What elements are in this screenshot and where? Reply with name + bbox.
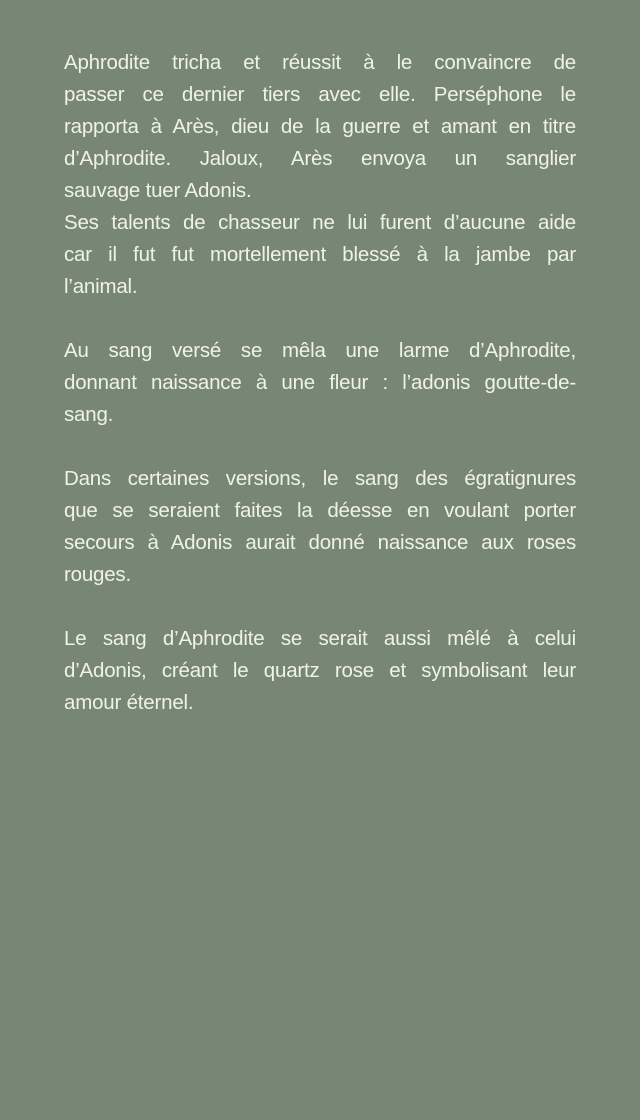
paragraph <box>64 335 576 431</box>
paragraph <box>64 623 576 719</box>
text-line: Le sang d’Aphrodite se serait aussi mêlé à celui <box>64 627 576 650</box>
story-text <box>64 47 576 719</box>
text-line: l’animal. <box>64 275 138 298</box>
text-line: Aphrodite tricha et réussit à le convaincre de <box>64 51 576 74</box>
text-line: d’Adonis, créant le quartz rose et symbolisant leur <box>64 659 576 682</box>
text-line: Au sang versé se mêla une larme d’Aphrodite, <box>64 339 576 362</box>
text-line: amour éternel. <box>64 691 194 714</box>
text-line: Ses talents de chasseur ne lui furent d’aucune aide <box>64 211 576 234</box>
paragraph <box>64 207 576 303</box>
text-line: rouges. <box>64 563 131 586</box>
text-line: que se seraient faites la déesse en voulant porter <box>64 499 576 522</box>
text-line: secours à Adonis aurait donné naissance aux roses <box>64 531 576 554</box>
text-line: sauvage tuer Adonis. <box>64 179 252 202</box>
text-line: passer ce dernier tiers avec elle. Perséphone le <box>64 83 576 106</box>
text-line: d’Aphrodite. Jaloux, Arès envoya un sanglier <box>64 147 576 170</box>
paragraph <box>64 463 576 591</box>
paragraph <box>64 47 576 207</box>
text-line: sang. <box>64 403 114 426</box>
text-line: donnant naissance à une fleur : l’adonis goutte-de- <box>64 371 576 394</box>
text-line: rapporta à Arès, dieu de la guerre et amant en titre <box>64 115 576 138</box>
text-line: Dans certaines versions, le sang des égratignures <box>64 467 576 490</box>
text-line: car il fut fut mortellement blessé à la jambe par <box>64 243 576 266</box>
